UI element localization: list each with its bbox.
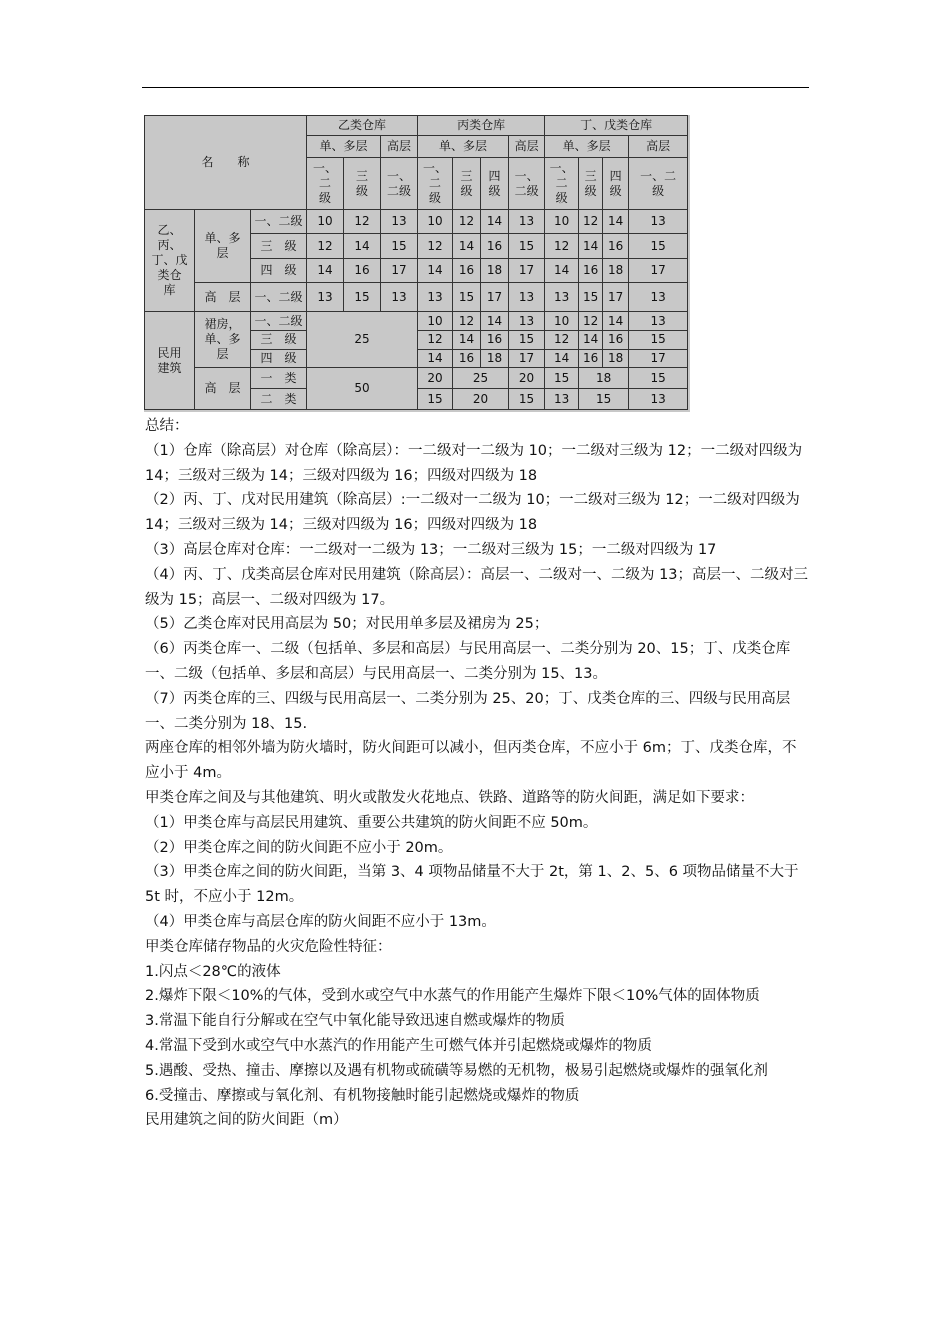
value-cell: 16 — [481, 234, 509, 258]
summary-text — [145, 414, 809, 1133]
paragraph: 民用建筑之间的防火间距（m） — [145, 1112, 348, 1129]
summary-heading: 总结： — [145, 418, 189, 434]
value-cell: 17 — [603, 282, 629, 312]
grade-label: 一、二级 — [251, 312, 307, 331]
value-cell: 17 — [629, 349, 688, 368]
paragraph: （4）甲类仓库与高层仓库的防火间距不应小于 13m。 — [145, 913, 496, 930]
grade-label: 一、二级 — [251, 210, 307, 234]
group-ding-wu: 丁、戊类仓库 — [545, 116, 688, 136]
value-cell: 20 — [418, 368, 453, 389]
paragraph: 1.闪点＜28℃的液体 — [145, 963, 281, 980]
value-cell: 13 — [509, 312, 545, 331]
high-label: 高 层 — [195, 282, 251, 312]
value-cell: 12 — [418, 330, 453, 349]
grade-label: 三 级 — [251, 234, 307, 258]
class-label: 一 类 — [251, 368, 307, 389]
value-cell: 15 — [579, 282, 603, 312]
value-cell: 14 — [307, 258, 344, 282]
value-cell: 18 — [603, 258, 629, 282]
grade-label: 四 级 — [251, 349, 307, 368]
distance-grid — [144, 115, 688, 410]
value-cell: 18 — [603, 349, 629, 368]
paragraph: （2）甲类仓库之间的防火间距不应小于 20m。 — [145, 839, 453, 856]
grade-cell: 一、 二 级 — [418, 157, 453, 210]
value-cell: 14 — [418, 258, 453, 282]
grade-label: 四 级 — [251, 258, 307, 282]
value-cell: 15 — [344, 282, 381, 312]
grade-cell: 三 级 — [344, 157, 381, 210]
value-cell: 13 — [629, 210, 688, 234]
warehouse-label: 乙、 丙、 丁、戊 类仓 库 — [145, 210, 195, 312]
value-cell: 14 — [481, 210, 509, 234]
value-cell: 14 — [545, 349, 579, 368]
value-cell: 14 — [344, 234, 381, 258]
dw-high: 高层 — [629, 135, 688, 157]
dw-single-multi: 单、多层 — [545, 135, 629, 157]
value-cell: 13 — [629, 282, 688, 312]
value-cell: 16 — [481, 330, 509, 349]
value-cell: 15 — [453, 282, 481, 312]
grade-label: 一、二级 — [251, 282, 307, 312]
value-cell: 13 — [545, 389, 579, 410]
value-cell: 20 — [453, 389, 509, 410]
value-cell: 15 — [545, 368, 579, 389]
paragraph: 甲类仓库之间及与其他建筑、明火或散发火花地点、铁路、道路等的防火间距，满足如下要求： — [145, 789, 754, 806]
value-cell: 14 — [603, 210, 629, 234]
value-cell: 13 — [418, 282, 453, 312]
yi-single-multi: 单、多层 — [307, 135, 381, 157]
value-cell: 10 — [418, 210, 453, 234]
value-cell: 10 — [307, 210, 344, 234]
grade-cell: 一、 二 级 — [307, 157, 344, 210]
name-header: 名 称 — [145, 116, 307, 210]
value-cell: 17 — [481, 282, 509, 312]
paragraph: （4）丙、丁、戊类高层仓库对民用建筑（除高层）：高层一、二级对一、二级为 13；高层一、二级对三级为 15；高层一、二级对四级为 17。 — [145, 566, 809, 608]
paragraph: （5）乙类仓库对民用高层为 50；对民用单多层及裙房为 25； — [145, 616, 549, 633]
value-cell: 16 — [453, 258, 481, 282]
group-yi: 乙类仓库 — [307, 116, 418, 136]
value-cell: 13 — [545, 282, 579, 312]
value-cell: 13 — [307, 282, 344, 312]
paragraph: 6.受撞击、摩擦或与氧化剂、有机物接触时能引起燃烧或爆炸的物质 — [145, 1087, 580, 1104]
value-cell: 12 — [453, 312, 481, 331]
value-cell: 13 — [381, 210, 418, 234]
value-cell: 10 — [545, 210, 579, 234]
value-cell: 13 — [509, 282, 545, 312]
value-cell: 16 — [603, 330, 629, 349]
value-cell: 20 — [509, 368, 545, 389]
value-cell: 14 — [453, 234, 481, 258]
paragraph: 2.爆炸下限＜10%的气体，受到水或空气中水蒸气的作用能产生爆炸下限＜10%气体的固体物质 — [145, 988, 760, 1005]
value-cell: 15 — [629, 368, 688, 389]
grade-cell: 四 级 — [603, 157, 629, 210]
value-cell: 12 — [579, 312, 603, 331]
value-cell: 18 — [481, 258, 509, 282]
grade-cell: 三 级 — [453, 157, 481, 210]
paragraph: 两座仓库的相邻外墙为防火墙时，防火间距可以减小，但丙类仓库，不应小于 6m；丁、戊类仓库，不应小于 4m。 — [145, 740, 797, 782]
grade-cell: 一、二 级 — [629, 157, 688, 210]
value-cell: 16 — [579, 349, 603, 368]
yi-podium-value: 25 — [307, 312, 418, 368]
value-cell: 15 — [509, 330, 545, 349]
value-cell: 17 — [509, 258, 545, 282]
yi-high: 高层 — [381, 135, 418, 157]
paragraph: （3）甲类仓库之间的防火间距，当第 3、4 项物品储量不大于 2t，第 1、2、5、6 项物品储量不大于 5t 时，不应小于 12m。 — [145, 864, 799, 906]
bing-high: 高层 — [509, 135, 545, 157]
paragraph: （6）丙类仓库一、二级（包括单、多层和高层）与民用高层一、二类分别为 20、15；丁、戊类仓库一、二级（包括单、多层和高层）与民用高层一、二类分别为 15、13。 — [145, 641, 791, 682]
value-cell: 12 — [344, 210, 381, 234]
yi-high-value: 50 — [307, 368, 418, 410]
value-cell: 14 — [579, 330, 603, 349]
single-multi-label: 单、多 层 — [195, 210, 251, 282]
value-cell: 13 — [629, 389, 688, 410]
grade-cell: 四 级 — [481, 157, 509, 210]
value-cell: 15 — [381, 234, 418, 258]
value-cell: 15 — [509, 389, 545, 410]
value-cell: 16 — [579, 258, 603, 282]
value-cell: 12 — [418, 234, 453, 258]
paragraph: （2）丙、丁、戊对民用建筑（除高层）:一二级对一二级为 10；一二级对三级为 12；一二级对四级为 14；三级对三级为 14；三级对四级为 16；四级对四级为 18 — [145, 492, 800, 534]
value-cell: 12 — [453, 210, 481, 234]
value-cell: 14 — [603, 312, 629, 331]
value-cell: 10 — [545, 312, 579, 331]
paragraph: （1）甲类仓库与高层民用建筑、重要公共建筑的防火间距不应 50m。 — [145, 814, 598, 831]
value-cell: 17 — [629, 258, 688, 282]
value-cell: 15 — [579, 389, 629, 410]
value-cell: 13 — [509, 210, 545, 234]
paragraph: （7）丙类仓库的三、四级与民用高层一、二类分别为 25、20；丁、戊类仓库的三、四级与民用高层一、二类分别为 18、15. — [145, 690, 791, 732]
civil-label: 民用 建筑 — [145, 312, 195, 410]
value-cell: 15 — [629, 234, 688, 258]
paragraph: 甲类仓库储存物品的火灾危险性特征： — [145, 938, 392, 955]
value-cell: 10 — [418, 312, 453, 331]
paragraph: （1）仓库（除高层）对仓库（除高层）：一二级对一二级为 10；一二级对三级为 12；一二级对四级为 14；三级对三级为 14；三级对四级为 16；四级对四级为 18 — [145, 442, 803, 484]
value-cell: 17 — [381, 258, 418, 282]
value-cell: 18 — [579, 368, 629, 389]
value-cell: 12 — [545, 330, 579, 349]
value-cell: 14 — [481, 312, 509, 331]
value-cell: 13 — [381, 282, 418, 312]
grade-cell: 三 级 — [579, 157, 603, 210]
value-cell: 15 — [509, 234, 545, 258]
value-cell: 16 — [344, 258, 381, 282]
paragraph: 3.常温下能自行分解或在空气中氧化能导致迅速自燃或爆炸的物质 — [145, 1013, 565, 1030]
paragraph: 5.遇酸、受热、撞击、摩擦以及遇有机物或硫磺等易燃的无机物，极易引起燃烧或爆炸的强氧化剂 — [145, 1062, 768, 1079]
value-cell: 18 — [481, 349, 509, 368]
value-cell: 15 — [418, 389, 453, 410]
value-cell: 15 — [629, 330, 688, 349]
podium-label: 裙房， 单、多 层 — [195, 312, 251, 368]
paragraph: 4.常温下受到水或空气中水蒸汽的作用能产生可燃气体并引起燃烧或爆炸的物质 — [145, 1037, 652, 1054]
value-cell: 14 — [545, 258, 579, 282]
value-cell: 17 — [509, 349, 545, 368]
value-cell: 12 — [307, 234, 344, 258]
value-cell: 14 — [418, 349, 453, 368]
value-cell: 12 — [579, 210, 603, 234]
class-label: 二 类 — [251, 389, 307, 410]
value-cell: 12 — [545, 234, 579, 258]
grade-cell: 一、 二级 — [381, 157, 418, 210]
grade-cell: 一、 二 级 — [545, 157, 579, 210]
value-cell: 14 — [579, 234, 603, 258]
value-cell: 14 — [453, 330, 481, 349]
group-bing: 丙类仓库 — [418, 116, 545, 136]
fire-distance-table — [144, 115, 690, 412]
value-cell: 25 — [453, 368, 509, 389]
header-rule — [142, 87, 809, 88]
value-cell: 16 — [603, 234, 629, 258]
grade-cell: 一、 二级 — [509, 157, 545, 210]
bing-single-multi: 单、多层 — [418, 135, 509, 157]
value-cell: 16 — [453, 349, 481, 368]
paragraph: （3）高层仓库对仓库：一二级对一二级为 13；一二级对三级为 15；一二级对四级为 17 — [145, 541, 717, 558]
civil-high-label: 高 层 — [195, 368, 251, 410]
value-cell: 13 — [629, 312, 688, 331]
grade-label: 三 级 — [251, 330, 307, 349]
